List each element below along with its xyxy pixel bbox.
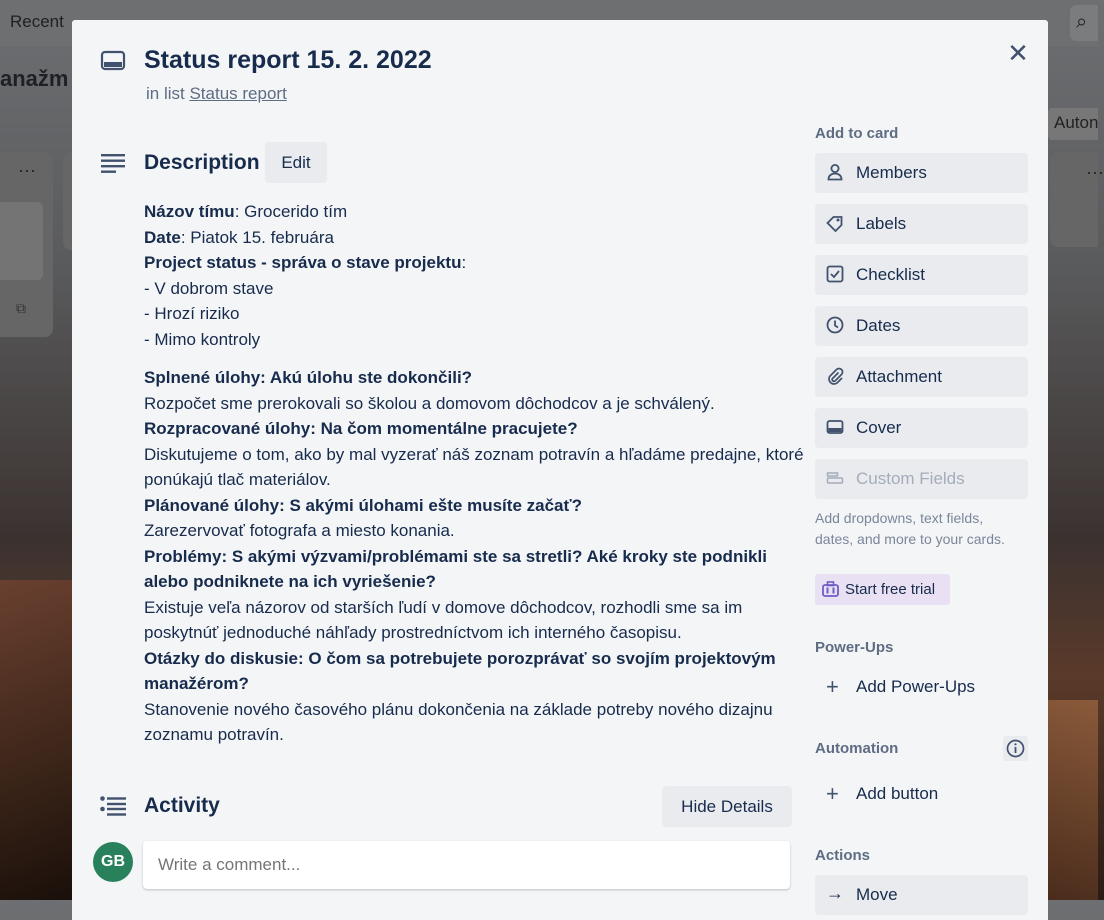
briefcase-icon: [822, 581, 839, 597]
paperclip-icon: [826, 367, 844, 385]
card-detail-modal: [72, 20, 1048, 920]
template-card-icon[interactable]: ⧉: [16, 300, 26, 316]
desc-question: Splnené úlohy: Akú úlohu ste dokončili?: [144, 368, 473, 387]
list-menu-icon[interactable]: ···: [1086, 162, 1104, 182]
avatar[interactable]: GB: [93, 842, 133, 882]
add-to-card-heading: Add to card: [815, 125, 899, 142]
desc-answer: Zarezervovať fotografa a miesto konania.: [144, 521, 455, 540]
list-link[interactable]: Status report: [189, 84, 287, 103]
desc-question: Plánované úlohy: S akými úlohami ešte musíte začať?: [144, 495, 583, 515]
desc-line: Názov tímu: Grocerido tím: [144, 202, 348, 221]
activity-icon: [100, 796, 126, 816]
plus-icon: +: [826, 781, 839, 806]
add-button-button[interactable]: + Add button: [826, 781, 939, 806]
clock-icon: [826, 316, 844, 334]
card-title[interactable]: Status report 15. 2. 2022: [144, 46, 432, 74]
description-heading: Description: [144, 151, 260, 174]
card-list-info: in list Status report: [146, 84, 287, 103]
nav-recent[interactable]: Recent: [10, 12, 64, 31]
plus-icon: +: [826, 674, 839, 699]
board-card[interactable]: [0, 202, 43, 280]
custom-fields-icon: [826, 469, 844, 487]
desc-question: Otázky do diskusie: O čom sa potrebujete porozprávať so svojím projektovým manažérom?: [144, 648, 776, 693]
description-icon: [101, 153, 125, 173]
custom-fields-note: Add dropdowns, text fields, dates, and more to your cards.: [815, 510, 1005, 547]
actions-heading: Actions: [815, 847, 871, 864]
labels-button[interactable]: Labels: [815, 204, 1028, 244]
cover-icon: [826, 418, 844, 436]
attachment-button[interactable]: Attachment: [815, 357, 1028, 397]
desc-line: - Hrozí riziko: [144, 304, 240, 323]
desc-question: Problémy: S akými výzvami/problémami ste sa stretli? Aké kroky ste podnikli alebo podniknete na ich vyriešenie?: [144, 546, 767, 591]
desc-line: - Mimo kontroly: [144, 329, 261, 349]
close-icon[interactable]: ✕: [1007, 38, 1029, 68]
background-image: [0, 580, 72, 900]
info-icon[interactable]: [1003, 736, 1028, 761]
board-title: anažm: [0, 66, 69, 91]
description-content[interactable]: [144, 199, 804, 748]
board-list-left: [0, 152, 53, 337]
desc-answer: Stanovenie nového časového plánu dokončenia na základe potreby nového dizajnu zoznamu potravín.: [144, 699, 773, 744]
desc-answer: Rozpočet sme prerokovali so školou a domovom dôchodcov a je schválený.: [144, 393, 715, 413]
list-menu-icon[interactable]: ···: [18, 160, 36, 180]
members-button[interactable]: Members: [815, 153, 1028, 193]
automation-button[interactable]: Auton: [1048, 108, 1098, 140]
add-power-ups-button[interactable]: + Add Power-Ups: [826, 674, 976, 699]
power-ups-heading: Power-Ups: [815, 639, 894, 656]
background-image: [1048, 700, 1098, 900]
desc-answer: Diskutujeme o tom, ako by mal vyzerať náš zoznam potravín a hľadáme predajne, ktoré ponúkajú tlač materiálov.: [144, 444, 804, 489]
desc-line: Project status - správa o stave projektu:: [144, 253, 467, 272]
cover-button[interactable]: Cover: [815, 408, 1028, 448]
card-icon: [101, 51, 125, 71]
custom-fields-button[interactable]: Custom Fields: [815, 459, 1028, 499]
desc-line: Date: Piatok 15. februára: [144, 227, 334, 247]
arrow-right-icon: →: [826, 883, 844, 903]
activity-heading: Activity: [144, 794, 220, 817]
board-list-right: [1050, 152, 1104, 247]
automation-heading: Automation: [815, 740, 899, 757]
desc-line: - V dobrom stave: [144, 278, 274, 298]
dates-button[interactable]: Dates: [815, 306, 1028, 346]
desc-answer: Existuje veľa názorov od starších ľudí v domove dôchodcov, rozhodli sme sa im poskytnúť jednoduché náhľady prostredníctvom ich interného časopisu.: [144, 597, 743, 642]
comment-input[interactable]: [143, 841, 790, 889]
edit-description-button[interactable]: Edit: [265, 142, 327, 183]
start-trial-button[interactable]: Start free trial: [815, 574, 950, 605]
hide-details-button[interactable]: Hide Details: [662, 786, 792, 827]
person-icon: [826, 163, 844, 181]
desc-question: Rozpracované úlohy: Na čom momentálne pracujete?: [144, 419, 578, 438]
checkbox-icon: [826, 265, 844, 283]
search-icon[interactable]: ⌕: [1070, 5, 1098, 41]
checklist-button[interactable]: Checklist: [815, 255, 1028, 295]
move-button[interactable]: → Move: [815, 875, 1028, 915]
tag-icon: [826, 214, 844, 232]
